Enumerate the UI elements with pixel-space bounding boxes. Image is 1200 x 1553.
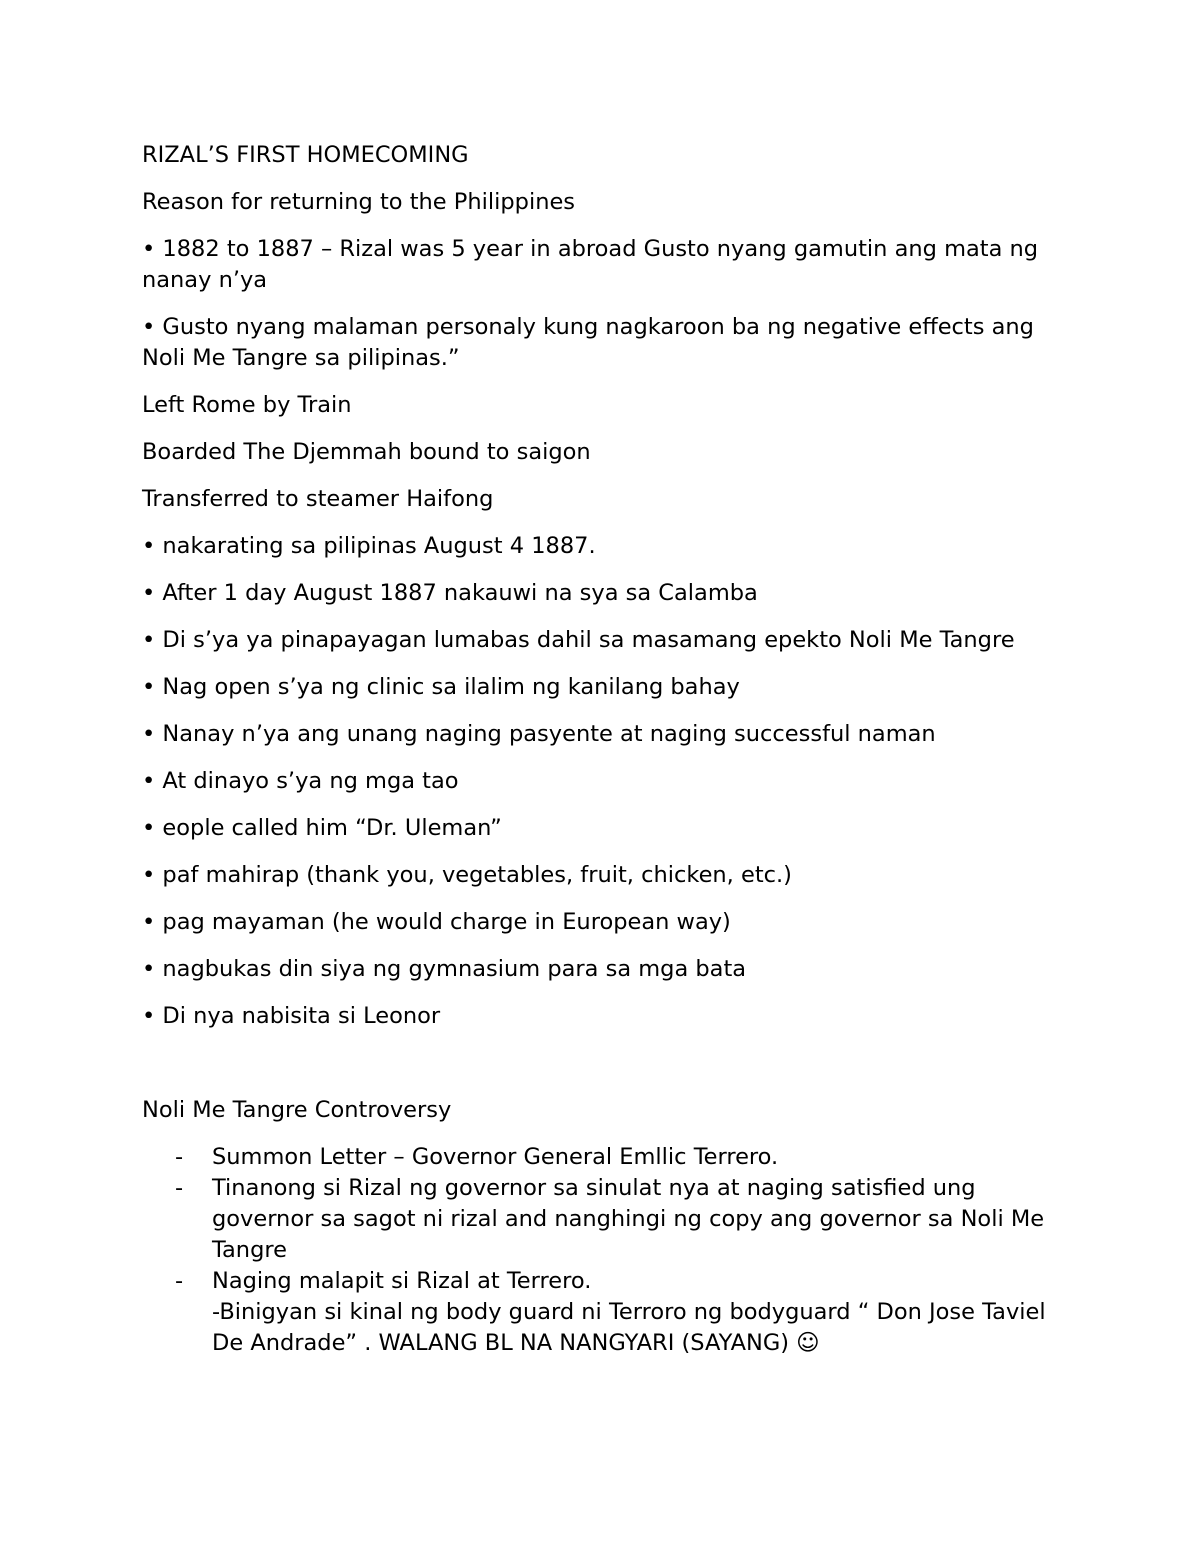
paragraph: • At dinayo s’ya ng mga tao [142, 768, 459, 794]
paragraph: • After 1 day August 1887 nakauwi na sya sa Calamba [142, 580, 758, 606]
paragraph: • pag mayaman (he would charge in European way) [142, 909, 731, 935]
blank-line [142, 1048, 1072, 1079]
list-item [142, 1173, 1072, 1266]
dash-marker: - [175, 1175, 184, 1201]
paragraph: • 1882 to 1887 – Rizal was 5 year in abroad Gusto nyang gamutin ang mata ng nanay n’ya [142, 236, 1039, 293]
paragraph: • Nag open s’ya ng clinic sa ilalim ng kanilang bahay [142, 674, 740, 700]
list-item-text: Tinanong si Rizal ng governor sa sinulat nya at naging satisfied ung governor sa sagot ni rizal and nanghingi ng copy ang governor sa Noli Me Tangre [212, 1175, 1045, 1263]
list-item-subtext: -Binigyan si kinal ng body guard ni Terroro ng bodyguard “ Don Jose Taviel De Andrade” . WALANG BL NA NANGYARI (SAYANG) ☺ [212, 1299, 1046, 1356]
paragraph: • Nanay n’ya ang unang naging pasyente at naging successful naman [142, 721, 936, 747]
list-item-text: Naging malapit si Rizal at Terrero. [212, 1268, 592, 1294]
paragraph: • Gusto nyang malaman personaly kung nagkaroon ba ng negative effects ang Noli Me Tangre sa pilipinas.” [142, 314, 1034, 371]
document-title: RIZAL’S FIRST HOMECOMING [142, 142, 469, 168]
paragraph: • paf mahirap (thank you, vegetables, fruit, chicken, etc.) [142, 862, 792, 888]
paragraph: Left Rome by Train [142, 392, 352, 418]
dash-marker: - [175, 1268, 184, 1294]
paragraph: • Di s’ya ya pinapayagan lumabas dahil sa masamang epekto Noli Me Tangre [142, 627, 1015, 653]
paragraph: • nagbukas din siya ng gymnasium para sa mga bata [142, 956, 747, 982]
paragraph: Boarded The Djemmah bound to saigon [142, 439, 591, 465]
section-heading-reason: Reason for returning to the Philippines [142, 189, 576, 215]
dash-marker: - [175, 1144, 184, 1170]
paragraph: Transferred to steamer Haifong [142, 486, 494, 512]
list-item-text: Summon Letter – Governor General Emllic Terrero. [212, 1144, 779, 1170]
paragraph: • eople called him “Dr. Uleman” [142, 815, 502, 841]
list-item [142, 1266, 1072, 1359]
dash-list [142, 1142, 1072, 1359]
document-body [142, 140, 1072, 1359]
section-heading-controversy: Noli Me Tangre Controversy [142, 1097, 452, 1123]
paragraph: • Di nya nabisita si Leonor [142, 1003, 441, 1029]
paragraph: • nakarating sa pilipinas August 4 1887. [142, 533, 596, 559]
list-item [142, 1142, 1072, 1173]
